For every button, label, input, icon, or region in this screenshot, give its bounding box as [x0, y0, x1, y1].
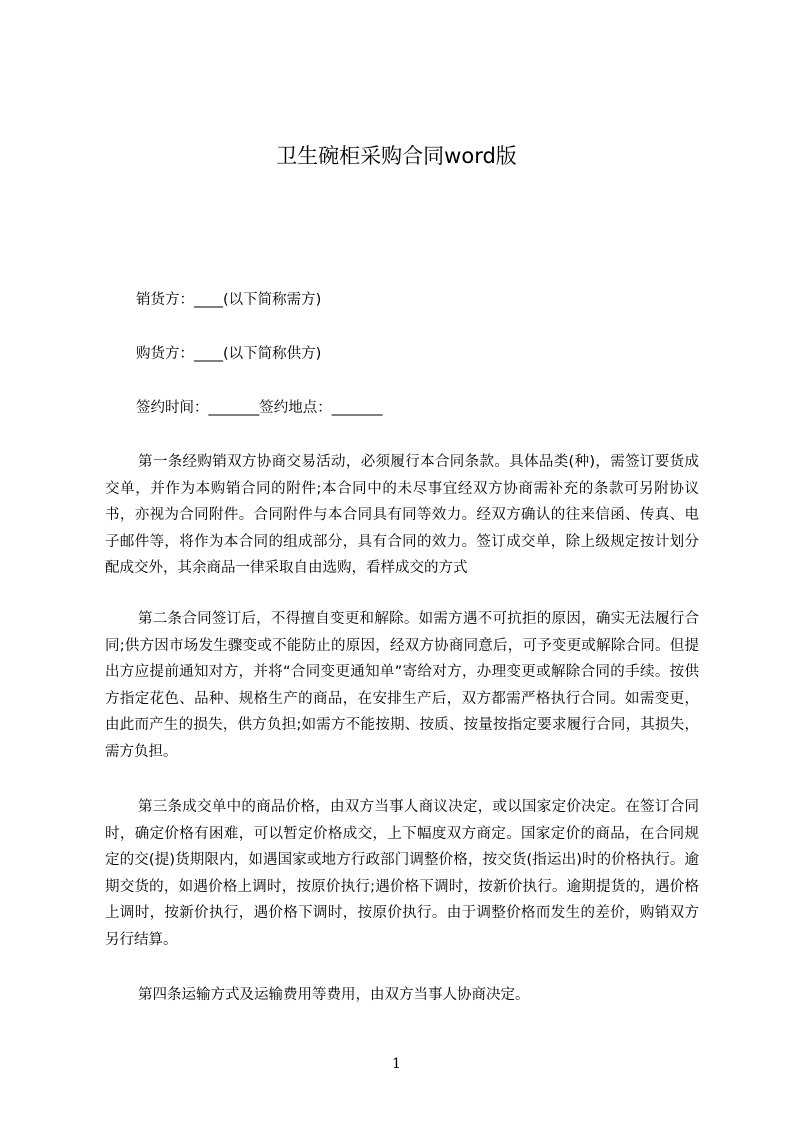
seller-line: 销货方：____(以下简称需方) [136, 292, 322, 308]
signing-line: 签约时间：_______签约地点：_______ [136, 400, 383, 416]
clause-4: 第四条运输方式及运输费用等费用，由双方当事人协商决定。 [138, 987, 530, 1003]
clause-3: 第三条成交单中的商品价格，由双方当事人商议决定，或以国家定价决定。在签订合同时，确定价格有困难，可以暂定价格成交，上下幅度双方商定。国家定价的商品，在合同规定的交(提)货期限内，如遇国家或地方行政部门调整价格，按交货(指运出)时的价格执行。逾期交货的，如遇价格上调时，按原价执行;遇价格下调时，按新价执行。逾期提货的，遇价格上调时，按新价执行，遇价格下调时，按原价执行。由于调整价格而发生的差价，购销双方另行结算。 [105, 799, 699, 948]
buyer-line: 购货方：____(以下简称供方) [136, 346, 322, 362]
clause-1: 第一条经购销双方协商交易活动，必须履行本合同条款。具体品类(种)，需签订要货成交单，并作为本购销合同的附件;本合同中的未尽事宜经双方协商需补充的条款可另附协议书，亦视为合同附件。合同附件与本合同具有同等效力。经双方确认的往来信函、传真、电子邮件等，将作为本合同的组成部分，具有合同的效力。签订成交单，除上级规定按计划分配成交外，其余商品一律采取自由选购，看样成交的方式 [105, 454, 699, 577]
clause-2: 第二条合同签订后，不得擅自变更和解除。如需方遇不可抗拒的原因，确实无法履行合同;供方因市场发生骤变或不能防止的原因，经双方协商同意后，可予变更或解除合同。但提出方应提前通知对方，并将“合同变更通知单”寄给对方，办理变更或解除合同的手续。按供方指定花色、品种、规格生产的商品，在安排生产后，双方都需严格执行合同。如需变更，由此而产生的损失，供方负担;如需方不能按期、按质、按量按指定要求履行合同，其损失，需方负担。 [105, 611, 699, 760]
document-title: 卫生碗柜采购合同word版 [276, 144, 517, 168]
page-number: 1 [392, 1056, 401, 1072]
